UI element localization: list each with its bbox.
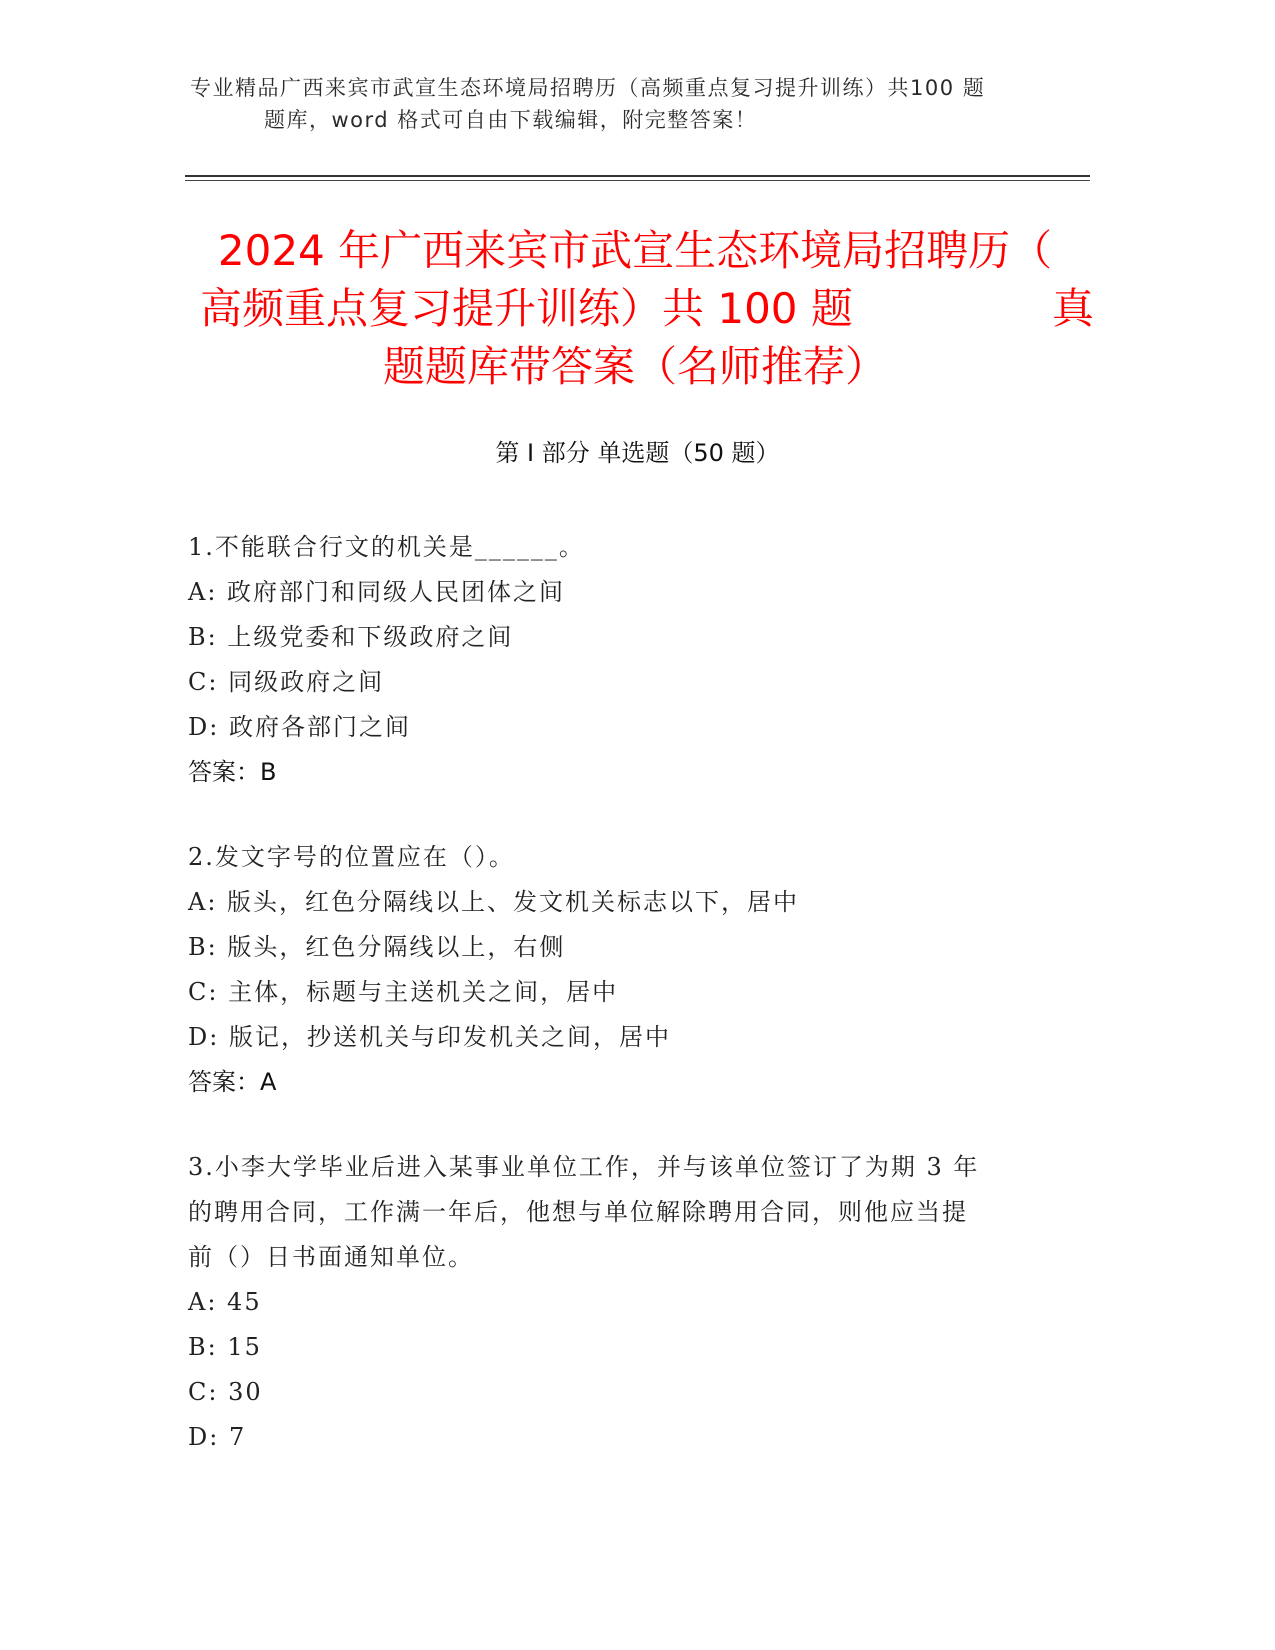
question-2 bbox=[188, 835, 1068, 1105]
question-1 bbox=[188, 525, 1068, 795]
header-divider-thin bbox=[185, 180, 1090, 181]
question-list bbox=[188, 525, 1068, 1500]
question-1-option-d: D: 政府各部门之间 bbox=[188, 713, 411, 741]
question-2-answer: 答案：A bbox=[188, 1068, 277, 1096]
question-3-option-a: A: 45 bbox=[188, 1288, 262, 1316]
question-3 bbox=[188, 1145, 1068, 1460]
title-line-2-main: 高频重点复习提升训练）共 100 题 bbox=[200, 284, 853, 333]
question-2-option-c: C: 主体，标题与主送机关之间，居中 bbox=[188, 978, 619, 1006]
question-2-option-b: B: 版头，红色分隔线以上，右侧 bbox=[188, 933, 566, 961]
title-line-2-tail: 真 bbox=[1051, 284, 1094, 333]
question-1-option-b: B: 上级党委和下级政府之间 bbox=[188, 623, 514, 651]
question-2-option-d: D: 版记，抄送机关与印发机关之间，居中 bbox=[188, 1023, 671, 1051]
question-3-text-line-3: 前（）日书面通知单位。 bbox=[188, 1243, 474, 1271]
section-title: 第 I 部分 单选题（50 题） bbox=[495, 439, 780, 467]
header-divider-thick bbox=[185, 175, 1090, 177]
question-1-answer: 答案：B bbox=[188, 758, 277, 786]
question-1-text: 1.不能联合行文的机关是______。 bbox=[188, 533, 585, 561]
question-3-option-c: C: 30 bbox=[188, 1378, 263, 1406]
question-2-text: 2.发文字号的位置应在（）。 bbox=[188, 843, 515, 871]
question-1-option-c: C: 同级政府之间 bbox=[188, 668, 385, 696]
question-3-option-b: B: 15 bbox=[188, 1333, 262, 1361]
document-title bbox=[170, 222, 1100, 396]
document-header-note bbox=[150, 72, 1080, 136]
title-line-2 bbox=[170, 280, 1100, 338]
header-line-1: 专业精品广西来宾市武宣生态环境局招聘历（高频重点复习提升训练）共100 题 bbox=[190, 76, 986, 100]
header-line-2: 题库，word 格式可自由下载编辑，附完整答案！ bbox=[264, 108, 758, 132]
question-2-option-a: A: 版头，红色分隔线以上、发文机关标志以下，居中 bbox=[188, 888, 800, 916]
question-3-text-line-1: 3.小李大学毕业后进入某事业单位工作，并与该单位签订了为期 3 年 bbox=[188, 1153, 980, 1181]
question-1-option-a: A: 政府部门和同级人民团体之间 bbox=[188, 578, 566, 606]
title-line-1: 2024 年广西来宾市武宣生态环境局招聘历（ bbox=[217, 226, 1053, 275]
title-line-3: 题题库带答案（名师推荐） bbox=[382, 342, 887, 391]
question-3-option-d: D: 7 bbox=[188, 1423, 247, 1451]
question-3-text-line-2: 的聘用合同，工作满一年后，他想与单位解除聘用合同，则他应当提 bbox=[188, 1198, 968, 1226]
